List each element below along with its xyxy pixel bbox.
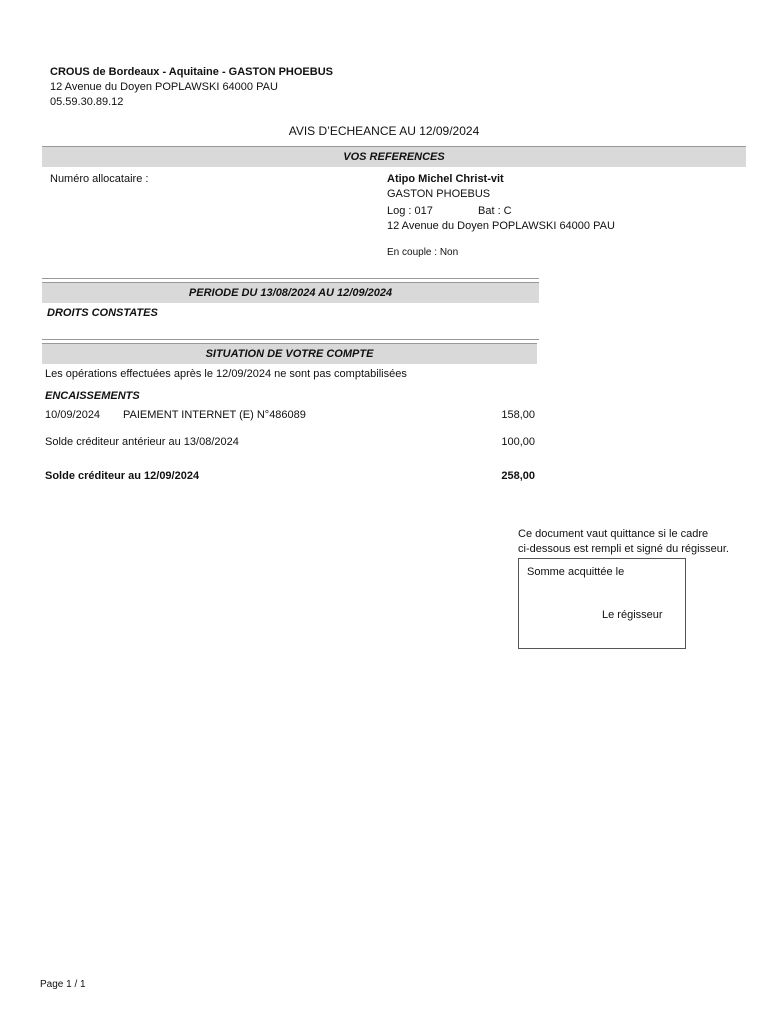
previous-balance-label: Solde créditeur antérieur au 13/08/2024 — [45, 436, 239, 448]
receipt-box — [518, 558, 686, 649]
receipt-note-line2: ci-dessous est rempli et signé du régisseur. — [518, 543, 729, 555]
page-number: Page 1 / 1 — [40, 979, 86, 990]
previous-balance-amount: 100,00 — [501, 436, 535, 448]
payment-description: PAIEMENT INTERNET (E) N°486089 — [123, 409, 306, 421]
references-section-header: VOS REFERENCES — [42, 146, 746, 167]
couple-status: En couple : Non — [387, 247, 459, 258]
organization-phone: 05.59.30.89.12 — [50, 96, 124, 108]
account-note: Les opérations effectuées après le 12/09/2024 ne sont pas comptabilisées — [45, 368, 407, 380]
account-section-header: SITUATION DE VOTRE COMPTE — [42, 343, 537, 364]
tenant-name: Atipo Michel Christ-vit — [387, 173, 504, 185]
period-section-header: PERIODE DU 13/08/2024 AU 12/09/2024 — [42, 282, 539, 303]
divider-line — [42, 278, 539, 279]
signer-label: Le régisseur — [602, 609, 663, 621]
building-label: Bat : C — [478, 205, 512, 217]
tenant-address: 12 Avenue du Doyen POPLAWSKI 64000 PAU — [387, 220, 615, 232]
allocataire-label: Numéro allocataire : — [50, 173, 149, 185]
encaissements-label: ENCAISSEMENTS — [45, 390, 140, 402]
payment-date: 10/09/2024 — [45, 409, 101, 421]
rights-label: DROITS CONSTATES — [47, 307, 158, 319]
log-number: Log : 017 — [387, 205, 433, 217]
paid-on-label: Somme acquittée le — [527, 566, 625, 578]
final-balance-amount: 258,00 — [501, 470, 535, 482]
organization-address: 12 Avenue du Doyen POPLAWSKI 64000 PAU — [50, 81, 278, 93]
document-title: AVIS D’ECHEANCE AU 12/09/2024 — [288, 124, 480, 138]
final-balance-label: Solde créditeur au 12/09/2024 — [45, 470, 200, 482]
receipt-note-line1: Ce document vaut quittance si le cadre — [518, 528, 709, 540]
divider-line — [42, 339, 539, 340]
residence-name: GASTON PHOEBUS — [387, 188, 491, 200]
payment-amount: 158,00 — [501, 409, 535, 421]
organization-name: CROUS de Bordeaux - Aquitaine - GASTON PHOEBUS — [50, 66, 333, 78]
